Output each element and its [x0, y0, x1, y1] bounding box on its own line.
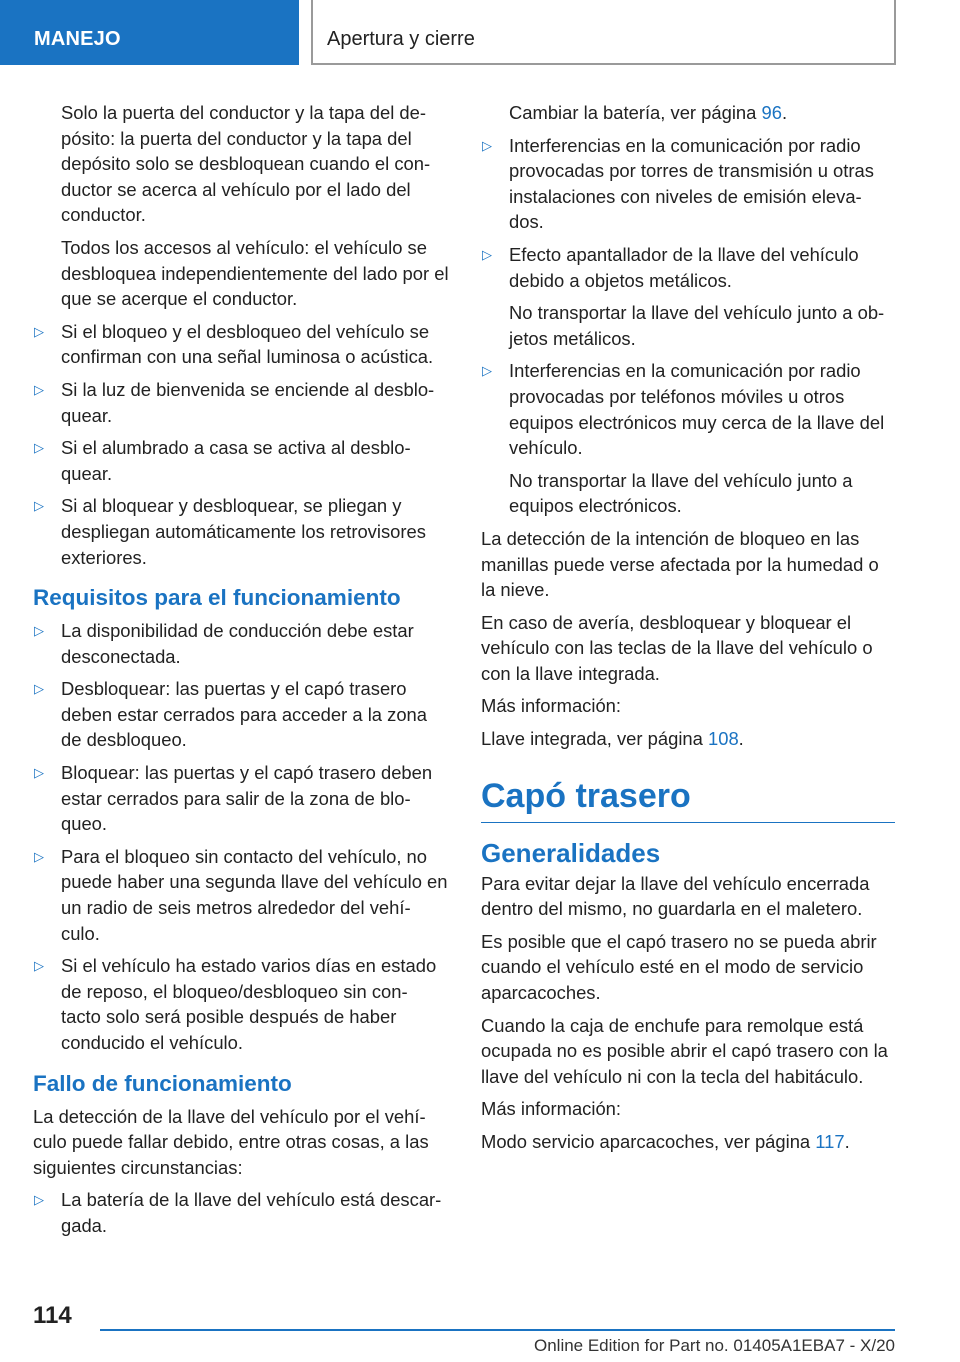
paragraph: Más información:: [481, 1098, 622, 1120]
triangle-bullet-icon: ▷: [34, 498, 44, 514]
text: .: [844, 1131, 850, 1152]
paragraph: Cuando la caja de enchufe para remolque está ocupada no es posible abrir el capó trasero con la llave del vehículo ni con la tecla del habitáculo.: [481, 1014, 888, 1087]
list-item: [33, 953, 449, 1055]
triangle-bullet-icon: ▷: [34, 323, 44, 339]
triangle-bullet-icon: ▷: [34, 440, 44, 456]
heading-requisitos: Requisitos para el funcionamiento: [33, 585, 401, 611]
triangle-bullet-icon: ▷: [34, 623, 44, 639]
right-column: [481, 100, 895, 1162]
chapter-tab[interactable]: [311, 0, 896, 65]
list-item-text: Para el bloqueo sin contacto del vehículo, no puede haber una segunda llave del vehículo en un radio de seis metros alrededor del vehí- culo.: [61, 845, 448, 944]
text: Llave integrada, ver página: [481, 728, 708, 750]
text: Modo servicio aparcacoches, ver página: [481, 1131, 816, 1152]
paragraph: Para evitar dejar la llave del vehículo encerrada dentro del mismo, no guardarla en el maletero.: [481, 872, 870, 920]
triangle-bullet-icon: ▷: [482, 137, 492, 153]
list-item: [481, 133, 895, 235]
footer-edition: Online Edition for Part no. 01405A1EBA7 - X/20: [533, 1336, 895, 1355]
paragraph: Más información:: [481, 695, 622, 717]
list-item: [33, 676, 449, 753]
paragraph: Todos los accesos al vehículo: el vehículo se desbloquea independientemente del lado por el que se acerque el conductor.: [61, 236, 449, 310]
list-item-text: Si el bloqueo y el desbloqueo del vehículo se confirman con una señal luminosa o acústica.: [61, 320, 434, 368]
left-column: [33, 100, 449, 1246]
triangle-bullet-icon: ▷: [34, 958, 44, 974]
page-number: 114: [33, 1302, 72, 1329]
footer-rule: [100, 1329, 895, 1331]
triangle-bullet-icon: ▷: [482, 363, 492, 379]
list-item: [33, 377, 449, 428]
list-item-text: Interferencias en la comunicación por radio provocadas por teléfonos móviles u otros equipos electrónicos muy cerca de la llave del vehículo.: [509, 360, 885, 459]
heading-capo-trasero: Capó trasero: [481, 774, 895, 823]
paragraph: [481, 100, 895, 126]
list-item-text: Interferencias en la comunicación por radio provocadas por torres de transmisión u otras instalaciones con niveles de emisión eleva- dos.: [509, 134, 874, 233]
list-item-text: Desbloquear: las puertas y el capó trasero deben estar cerrados para acceder a la zona de desbloqueo.: [61, 678, 427, 751]
triangle-bullet-icon: ▷: [34, 681, 44, 697]
list-item: [33, 493, 449, 570]
paragraph: Es posible que el capó trasero no se pueda abrir cuando el vehículo esté en el modo de servicio aparcacoches.: [481, 930, 877, 1004]
paragraph: [481, 1129, 895, 1155]
paragraph: Solo la puerta del conductor y la tapa del de- pósito: la puerta del conductor y la tapa del depósito solo se desbloquean cuando el con- ductor se acerca al vehículo por el lado del conductor.: [61, 102, 431, 226]
triangle-bullet-icon: ▷: [34, 848, 44, 864]
list-item-text: La batería de la llave del vehículo está descar- gada.: [61, 1189, 442, 1236]
paragraph: La detección de la llave del vehículo por el vehí- culo puede fallar debido, entre otras cosas, a las siguientes circunstancias:: [33, 1105, 429, 1178]
triangle-bullet-icon: ▷: [34, 1192, 44, 1208]
list-item-note: No transportar la llave del vehículo junto a equipos electrónicos.: [509, 469, 853, 517]
heading-generalidades: Generalidades: [481, 837, 661, 868]
list-item: [33, 618, 449, 669]
paragraph: [481, 726, 895, 752]
list-item-text: Si el alumbrado a casa se activa al desblo- quear.: [61, 437, 411, 484]
list-item: [481, 358, 895, 519]
page-link[interactable]: 108: [707, 728, 739, 750]
list-item-text: Efecto apantallador de la llave del vehículo debido a objetos metálicos.: [509, 243, 859, 291]
triangle-bullet-icon: ▷: [34, 765, 44, 781]
text: Cambiar la batería, ver página: [509, 102, 762, 123]
triangle-bullet-icon: ▷: [482, 246, 492, 262]
list-item-text: Bloquear: las puertas y el capó trasero deben estar cerrados para salir de la zona de blo- queo.: [61, 762, 433, 835]
heading-fallo: Fallo de funcionamiento: [33, 1070, 292, 1096]
chapter-label: Apertura y cierre: [327, 28, 475, 50]
triangle-bullet-icon: ▷: [34, 381, 44, 397]
list-item-text: Si al bloquear y desbloquear, se pliegan y despliegan automáticamente los retrovisores exteriores.: [61, 495, 426, 568]
page-link[interactable]: 117: [815, 1131, 845, 1152]
section-tab[interactable]: [0, 0, 299, 65]
list-item: [481, 242, 895, 351]
list-item: [33, 435, 449, 486]
list-item: [33, 1187, 449, 1238]
text: .: [738, 728, 744, 750]
list-item-text: Si el vehículo ha estado varios días en estado de reposo, el bloqueo/desbloqueo sin con- tacto solo será posible después de haber conducido el vehículo.: [61, 955, 437, 1053]
list-item-note: No transportar la llave del vehículo junto a ob- jetos metálicos.: [509, 302, 885, 349]
list-item: [33, 319, 449, 370]
list-item: [33, 760, 449, 837]
section-label: MANEJO: [34, 28, 121, 50]
list-item-text: La disponibilidad de conducción debe estar desconectada.: [61, 620, 414, 667]
page-link[interactable]: 96: [761, 102, 782, 123]
list-item: [33, 844, 449, 946]
paragraph: En caso de avería, desbloquear y bloquear el vehículo con las teclas de la llave del vehículo o con la llave integrada.: [481, 611, 873, 684]
text: .: [781, 102, 788, 123]
paragraph: La detección de la intención de bloqueo en las manillas puede verse afectada por la humedad o la nieve.: [481, 527, 879, 601]
list-item-text: Si la luz de bienvenida se enciende al desblo- quear.: [61, 378, 435, 426]
